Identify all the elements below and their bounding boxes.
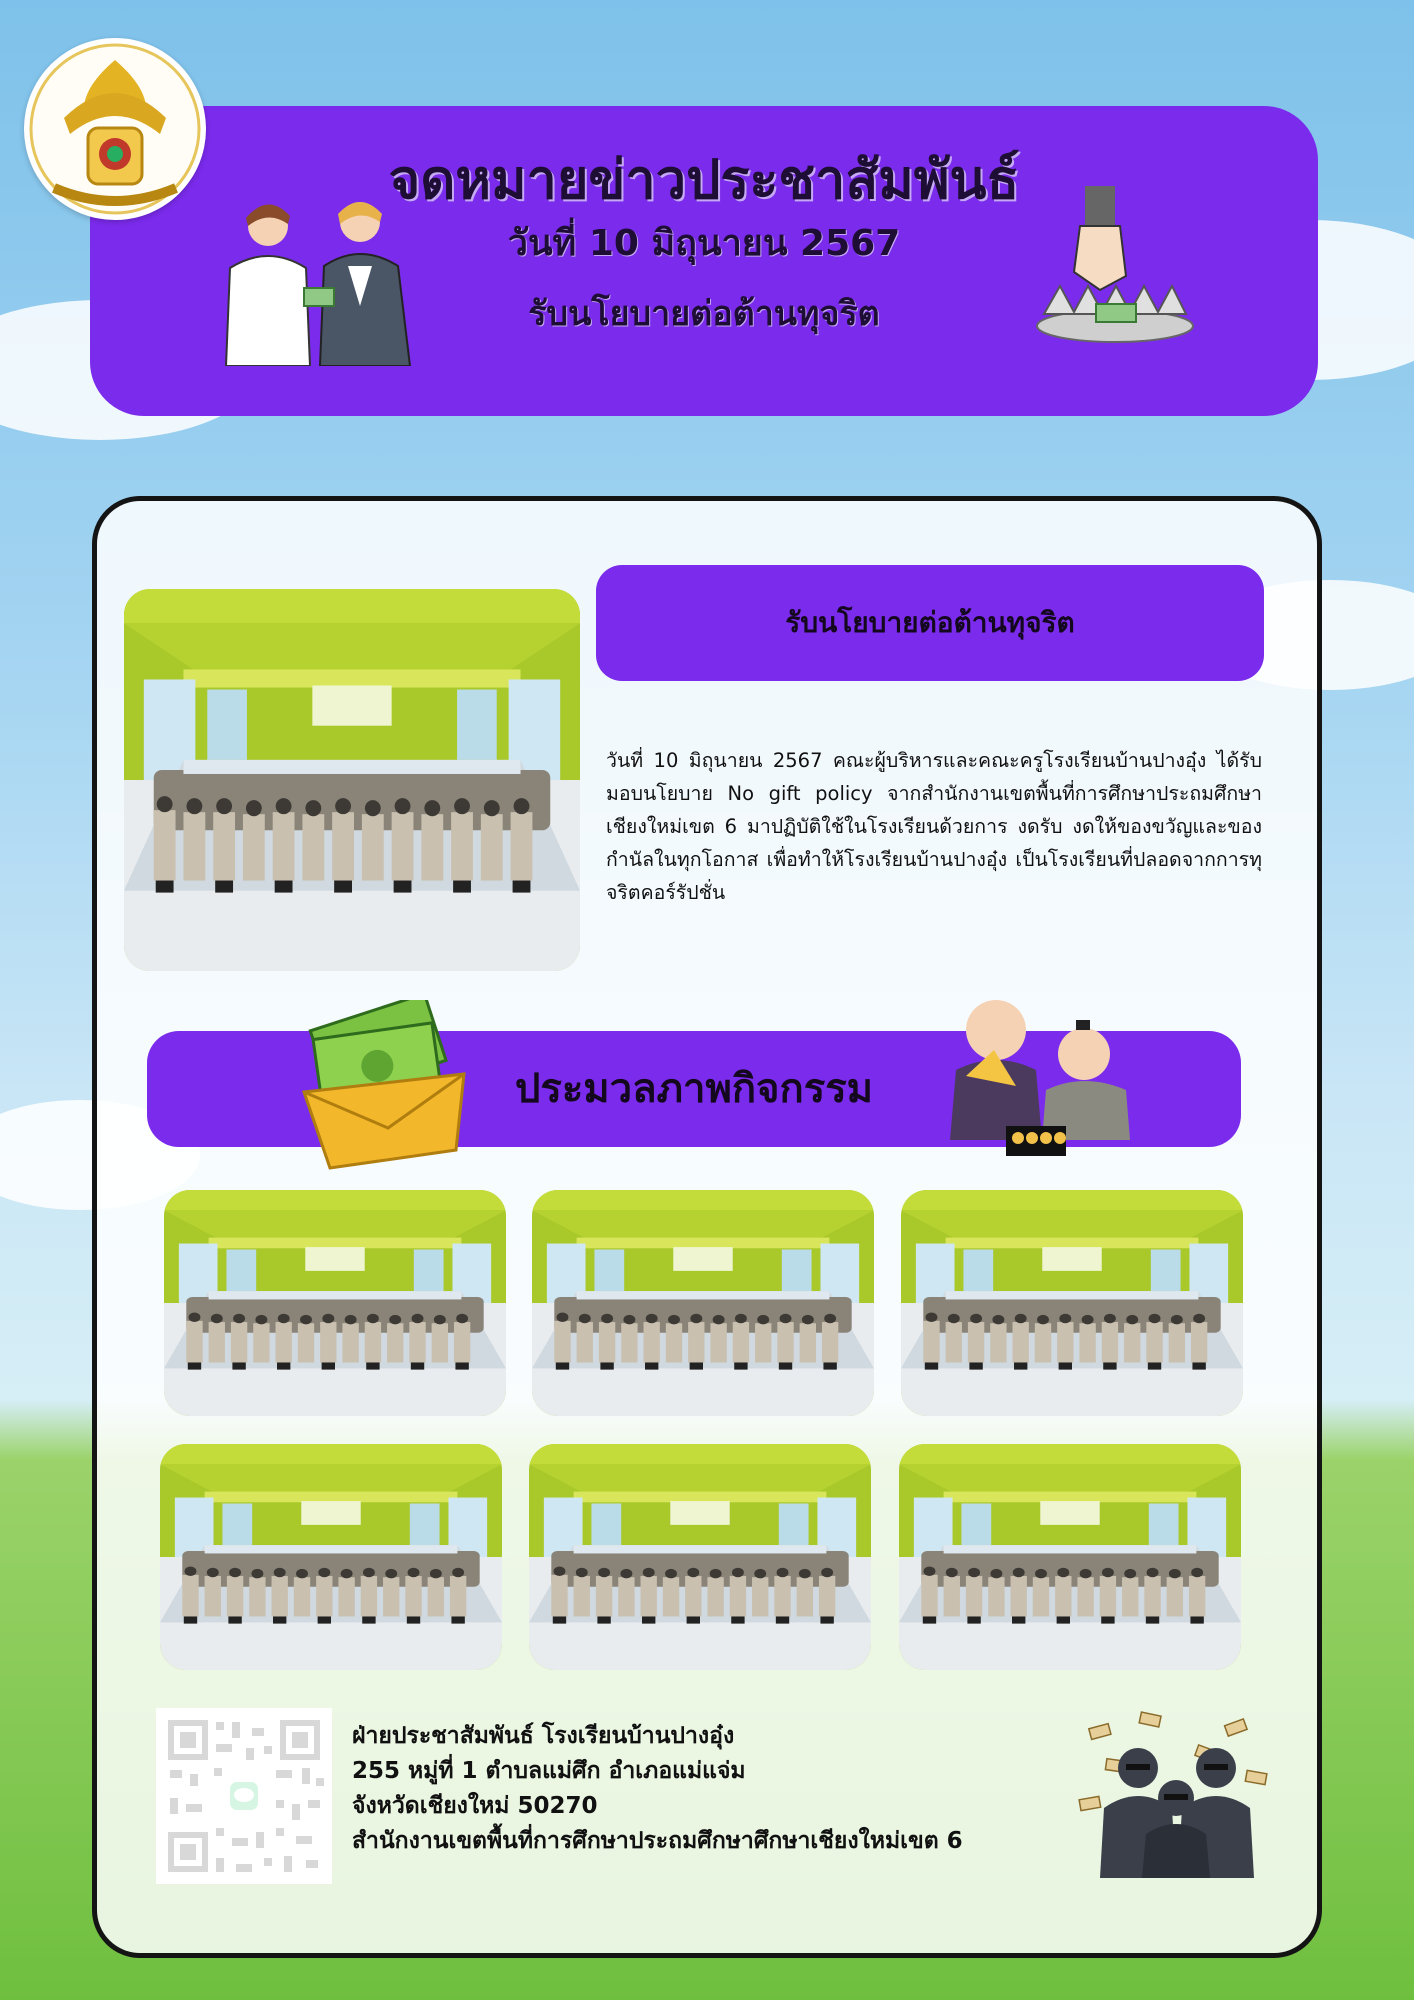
money-envelope-icon <box>296 1000 472 1172</box>
header-banner <box>90 106 1318 416</box>
contact-info <box>352 1719 963 1859</box>
gallery-photo <box>529 1444 871 1670</box>
article-body: วันที่ 10 มิถุนายน 2567 คณะผู้บริหารและคณะครูโรงเรียนบ้านปางอุ๋ง ได้รับมอบนโยบาย No gift policy จากสำนักงานเขตพื้นที่การศึกษาประถมศึกษาเชียงใหม่เขต 6 มาปฏิบัติใช้ในโรงเรียนด้วยการ งดรับ งดให้ของขวัญและของกำนัลในทุกโอกาส เพื่อทำให้โรงเรียนบ้านปางอุ๋ง เป็นโรงเรียนที่ปลอดจากการทุจริตคอร์รัปชั่น <box>606 749 1262 904</box>
gallery-heading: ประมวลภาพกิจกรรม <box>514 1066 874 1112</box>
corruption-people-illustration <box>1076 1708 1276 1878</box>
newsletter-date: วันที่ 10 มิถุนายน 2567 <box>507 223 901 264</box>
article-heading-text: รับนโยบายต่อต้านทุจริต <box>785 606 1075 639</box>
school-logo <box>24 38 206 220</box>
contact-line: 255 หมู่ที่ 1 ตำบลแม่ศึก อำเภอแม่แจ่ม <box>352 1758 746 1784</box>
gallery-photo <box>532 1190 874 1416</box>
article-heading <box>596 565 1264 681</box>
bribe-gift-illustration <box>936 990 1136 1164</box>
gallery-photo <box>160 1444 502 1670</box>
header-subtitle: รับนโยบายต่อต้านทุจริต <box>528 294 880 334</box>
gallery-photo <box>901 1190 1243 1416</box>
gallery-photo <box>899 1444 1241 1670</box>
main-activity-photo <box>124 589 580 971</box>
contact-line: สำนักงานเขตพื้นที่การศึกษาประถมศึกษาศึกษาเชียงใหม่เขต 6 <box>352 1828 963 1854</box>
gallery-photo <box>164 1190 506 1416</box>
handshake-money-illustration <box>220 196 420 366</box>
contact-line: ฝ่ายประชาสัมพันธ์ โรงเรียนบ้านปางอุ๋ง <box>352 1723 735 1749</box>
page-title: จดหมายข่าวประชาสัมพันธ์ <box>388 148 1020 211</box>
contact-line: จังหวัดเชียงใหม่ 50270 <box>352 1793 598 1819</box>
hand-trap-money-icon <box>1030 186 1200 346</box>
